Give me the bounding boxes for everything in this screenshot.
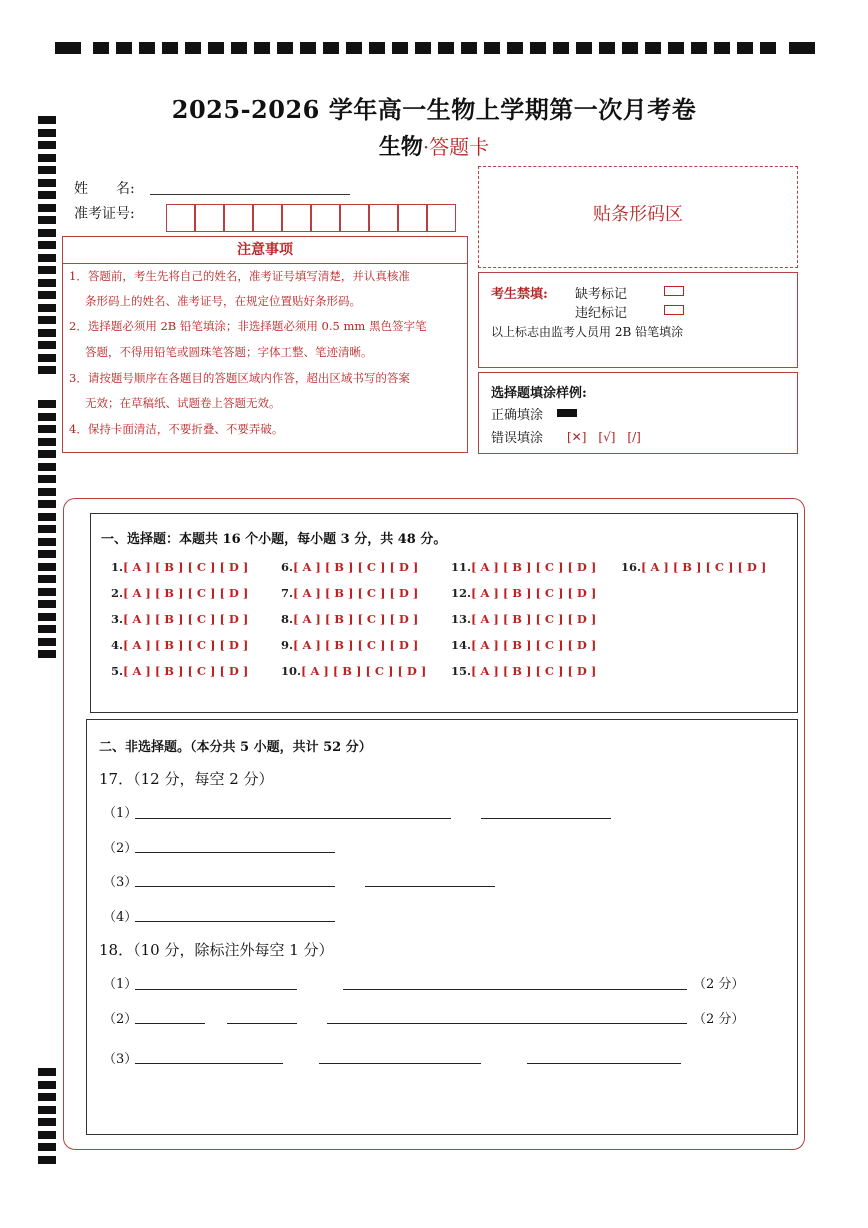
subject: 生物	[378, 134, 423, 160]
answer-line[interactable]	[481, 818, 611, 819]
choice-question[interactable]	[281, 612, 418, 626]
choice-question[interactable]	[111, 612, 248, 626]
choice-question[interactable]	[111, 664, 248, 678]
violation-mark-label: 违纪标记	[575, 306, 628, 321]
notice-line: 2．选择题必须用 2B 铅笔填涂；非选择题必须用 0.5 mm 黑色签字笔	[69, 319, 427, 333]
notice-line: 3．请按题号顺序在各题目的答题区域内作答，超出区域书写的答案	[69, 371, 410, 385]
timing-mark	[38, 588, 56, 596]
points-note: （2 分）	[693, 977, 745, 992]
timing-mark	[323, 42, 339, 54]
timing-mark	[38, 216, 56, 224]
notice-line: 答题，不得用铅笔或圆珠笔答题；字体工整、笔迹清晰。	[85, 345, 373, 359]
choice-section	[90, 513, 798, 713]
answer-line[interactable]	[227, 1023, 297, 1024]
timing-mark	[530, 42, 546, 54]
q18-header: 18．（10 分，除标注外每空 1 分）	[99, 941, 334, 959]
timing-mark	[38, 329, 56, 337]
timing-mark	[599, 42, 615, 54]
q17-sub-4: （4）	[103, 910, 138, 925]
timing-mark	[139, 42, 155, 54]
timing-mark	[622, 42, 638, 54]
timing-mark	[254, 42, 270, 54]
q17-header: 17．（12 分，每空 2 分）	[99, 770, 274, 788]
choice-options[interactable]: [ A ] [ B ] [ C ] [ D ]	[123, 612, 249, 626]
timing-mark	[38, 638, 56, 646]
timing-mark	[116, 42, 132, 54]
timing-mark	[38, 513, 56, 521]
choice-question[interactable]	[281, 664, 426, 678]
timing-mark	[484, 42, 500, 54]
wrong-fill-marks: [✕] [√] [/]	[567, 430, 641, 444]
timing-mark	[461, 42, 477, 54]
timing-mark	[38, 279, 56, 287]
timing-mark	[38, 341, 56, 349]
choice-options[interactable]: [ A ] [ B ] [ C ] [ D ]	[293, 560, 419, 574]
choice-question[interactable]	[281, 638, 418, 652]
timing-mark	[38, 304, 56, 312]
timing-mark	[38, 1106, 56, 1114]
timing-mark	[38, 538, 56, 546]
notice-line: 条形码上的姓名、准考证号，在规定位置贴好条形码。	[85, 294, 361, 308]
timing-mark	[38, 1068, 56, 1076]
choice-options[interactable]: [ A ] [ B ] [ C ] [ D ]	[471, 586, 597, 600]
violation-mark-box[interactable]	[664, 305, 684, 315]
choice-question[interactable]	[281, 560, 418, 574]
timing-mark	[38, 488, 56, 496]
wrong-fill-label: 错误填涂	[491, 431, 544, 446]
timing-mark	[38, 179, 56, 187]
filled-mark-sample	[557, 409, 577, 417]
barcode-area: 贴条形码区	[478, 166, 798, 268]
answer-line[interactable]	[135, 989, 297, 990]
answer-line[interactable]	[327, 1023, 687, 1024]
timing-mark	[38, 525, 56, 533]
timing-mark	[576, 42, 592, 54]
exam-id-label: 准考证号:	[74, 206, 135, 222]
q17-sub-1: （1）	[103, 806, 138, 821]
question-number: 5.	[111, 664, 124, 678]
correct-fill-label: 正确填涂	[491, 408, 544, 423]
timing-mark	[38, 650, 56, 658]
timing-mark	[369, 42, 385, 54]
question-number: 9.	[281, 638, 294, 652]
timing-mark	[38, 291, 56, 299]
timing-mark	[38, 413, 56, 421]
choice-options[interactable]: [ A ] [ B ] [ C ] [ D ]	[293, 612, 419, 626]
question-number: 13.	[451, 612, 472, 626]
timing-mark	[38, 563, 56, 571]
timing-mark	[231, 42, 247, 54]
timing-mark	[346, 42, 362, 54]
q18-sub-2: （2）	[103, 1012, 138, 1027]
timing-mark	[737, 42, 753, 54]
timing-mark	[38, 354, 56, 362]
timing-mark	[38, 241, 56, 249]
choice-question[interactable]	[281, 586, 418, 600]
exam-title: 2025-2026 学年高一生物上学期第一次月考卷	[171, 95, 697, 124]
absent-mark-box[interactable]	[664, 286, 684, 296]
timing-mark	[438, 42, 454, 54]
timing-mark	[38, 316, 56, 324]
choice-options[interactable]: [ A ] [ B ] [ C ] [ D ]	[293, 638, 419, 652]
exam-subtitle	[0, 130, 868, 161]
choice-options[interactable]: [ A ] [ B ] [ C ] [ D ]	[123, 638, 249, 652]
timing-mark	[38, 1093, 56, 1101]
timing-mark	[38, 191, 56, 199]
q17-sub-2: （2）	[103, 841, 138, 856]
timing-mark	[277, 42, 293, 54]
timing-mark	[38, 1081, 56, 1089]
timing-mark	[38, 204, 56, 212]
free-response-title: 二、非选择题。（本分共 5 小题，共计 52 分）	[99, 740, 372, 755]
choice-options[interactable]: [ A ] [ B ] [ C ] [ D ]	[301, 664, 427, 678]
timing-mark	[38, 613, 56, 621]
timing-mark	[38, 500, 56, 508]
choice-options[interactable]: [ A ] [ B ] [ C ] [ D ]	[123, 560, 249, 574]
notice-line: 4．保持卡面清洁，不要折叠、不要弄破。	[69, 422, 284, 436]
choice-options[interactable]: [ A ] [ B ] [ C ] [ D ]	[471, 560, 597, 574]
choice-question[interactable]	[111, 560, 248, 574]
choice-options[interactable]: [ A ] [ B ] [ C ] [ D ]	[471, 638, 597, 652]
exam-id-digit-box[interactable]	[195, 204, 224, 232]
timing-mark	[645, 42, 661, 54]
notice-box	[62, 262, 468, 453]
choice-options[interactable]: [ A ] [ B ] [ C ] [ D ]	[641, 560, 767, 574]
choice-options[interactable]: [ A ] [ B ] [ C ] [ D ]	[471, 612, 597, 626]
timing-mark	[38, 475, 56, 483]
choice-options[interactable]: [ A ] [ B ] [ C ] [ D ]	[293, 586, 419, 600]
timing-mark	[38, 229, 56, 237]
answer-line[interactable]	[135, 921, 335, 922]
exam-id-digit-box[interactable]	[311, 204, 340, 232]
choice-section-title: 一、选择题：本题共 16 个小题，每小题 3 分，共 48 分。	[101, 532, 447, 547]
timing-marks-top	[55, 42, 815, 56]
timing-mark	[38, 625, 56, 633]
timing-mark	[38, 450, 56, 458]
timing-mark	[38, 254, 56, 262]
q18-sub-1: （1）	[103, 977, 138, 992]
choice-question[interactable]	[451, 664, 596, 678]
absent-mark-label: 缺考标记	[575, 287, 628, 302]
question-number: 16.	[621, 560, 642, 574]
timing-mark	[38, 425, 56, 433]
timing-mark	[691, 42, 707, 54]
answer-line[interactable]	[135, 886, 335, 887]
timing-mark	[38, 366, 56, 374]
exam-id-digit-box[interactable]	[224, 204, 253, 232]
choice-question[interactable]	[451, 586, 596, 600]
timing-mark	[38, 1156, 56, 1164]
timing-mark	[38, 550, 56, 558]
timing-mark	[668, 42, 684, 54]
exam-id-digit-box[interactable]	[282, 204, 311, 232]
candidate-forbidden-label: 考生禁填:	[491, 287, 548, 302]
timing-mark	[162, 42, 178, 54]
timing-mark	[38, 1131, 56, 1139]
choice-options[interactable]: [ A ] [ B ] [ C ] [ D ]	[471, 664, 597, 678]
question-number: 4.	[111, 638, 124, 652]
timing-mark	[38, 600, 56, 608]
answer-line[interactable]	[343, 989, 687, 990]
fill-sample-title: 选择题填涂样例:	[491, 386, 587, 401]
exam-id-digit-box[interactable]	[398, 204, 427, 232]
notice-line: 1．答题前，考生先将自己的姓名，准考证号填写清楚，并认真核准	[69, 269, 410, 283]
timing-mark	[185, 42, 201, 54]
choice-question[interactable]	[111, 638, 248, 652]
exam-id-digit-box[interactable]	[253, 204, 282, 232]
choice-question[interactable]	[621, 560, 766, 574]
question-number: 12.	[451, 586, 472, 600]
exam-id-digit-box[interactable]	[427, 204, 456, 232]
timing-mark	[38, 166, 56, 174]
name-input-line[interactable]	[150, 194, 350, 195]
timing-mark	[38, 1143, 56, 1151]
question-number: 2.	[111, 586, 124, 600]
points-note: （2 分）	[693, 1012, 745, 1027]
question-number: 1.	[111, 560, 124, 574]
timing-mark	[38, 438, 56, 446]
answer-card-label: 答题卡	[429, 135, 490, 159]
choice-options[interactable]: [ A ] [ B ] [ C ] [ D ]	[123, 664, 249, 678]
choice-question[interactable]	[451, 612, 596, 626]
subtitle-sep: ·	[422, 135, 430, 159]
choice-question[interactable]	[451, 638, 596, 652]
free-response-section	[86, 719, 798, 1135]
timing-mark	[93, 42, 109, 54]
exam-id-digit-box[interactable]	[369, 204, 398, 232]
exam-id-digit-box[interactable]	[340, 204, 369, 232]
notice-title: 注意事项	[62, 236, 468, 264]
timing-mark	[208, 42, 224, 54]
answer-line[interactable]	[365, 886, 495, 887]
answer-line[interactable]	[135, 1063, 283, 1064]
timing-mark	[38, 400, 56, 408]
notice-line: 无效；在草稿纸、试题卷上答题无效。	[85, 396, 281, 410]
choice-options[interactable]: [ A ] [ B ] [ C ] [ D ]	[123, 586, 249, 600]
fill-sample-box	[478, 372, 798, 454]
candidate-note: 以上标志由监考人员用 2B 铅笔填涂	[491, 325, 684, 339]
exam-id-digit-box[interactable]	[166, 204, 195, 232]
q18-sub-3: （3）	[103, 1052, 138, 1067]
q17-sub-3: （3）	[103, 875, 138, 890]
question-number: 7.	[281, 586, 294, 600]
timing-mark	[38, 266, 56, 274]
timing-mark	[415, 42, 431, 54]
question-number: 3.	[111, 612, 124, 626]
question-number: 6.	[281, 560, 294, 574]
timing-mark	[507, 42, 523, 54]
question-number: 10.	[281, 664, 302, 678]
question-number: 14.	[451, 638, 472, 652]
answer-line[interactable]	[135, 852, 335, 853]
answer-line[interactable]	[135, 1023, 205, 1024]
answer-line[interactable]	[135, 818, 451, 819]
timing-mark	[760, 42, 776, 54]
choice-question[interactable]	[451, 560, 596, 574]
question-number: 11.	[451, 560, 472, 574]
timing-mark	[553, 42, 569, 54]
timing-mark	[714, 42, 730, 54]
timing-mark	[38, 1118, 56, 1126]
timing-mark	[38, 463, 56, 471]
answer-line[interactable]	[319, 1063, 481, 1064]
choice-question[interactable]	[111, 586, 248, 600]
timing-mark	[300, 42, 316, 54]
question-number: 8.	[281, 612, 294, 626]
candidate-forbidden-box	[478, 272, 798, 368]
timing-mark	[789, 42, 815, 54]
question-number: 15.	[451, 664, 472, 678]
timing-mark	[38, 575, 56, 583]
answer-line[interactable]	[527, 1063, 681, 1064]
timing-marks-left	[0, 0, 60, 1228]
timing-mark	[392, 42, 408, 54]
name-label: 姓 名:	[74, 181, 135, 197]
